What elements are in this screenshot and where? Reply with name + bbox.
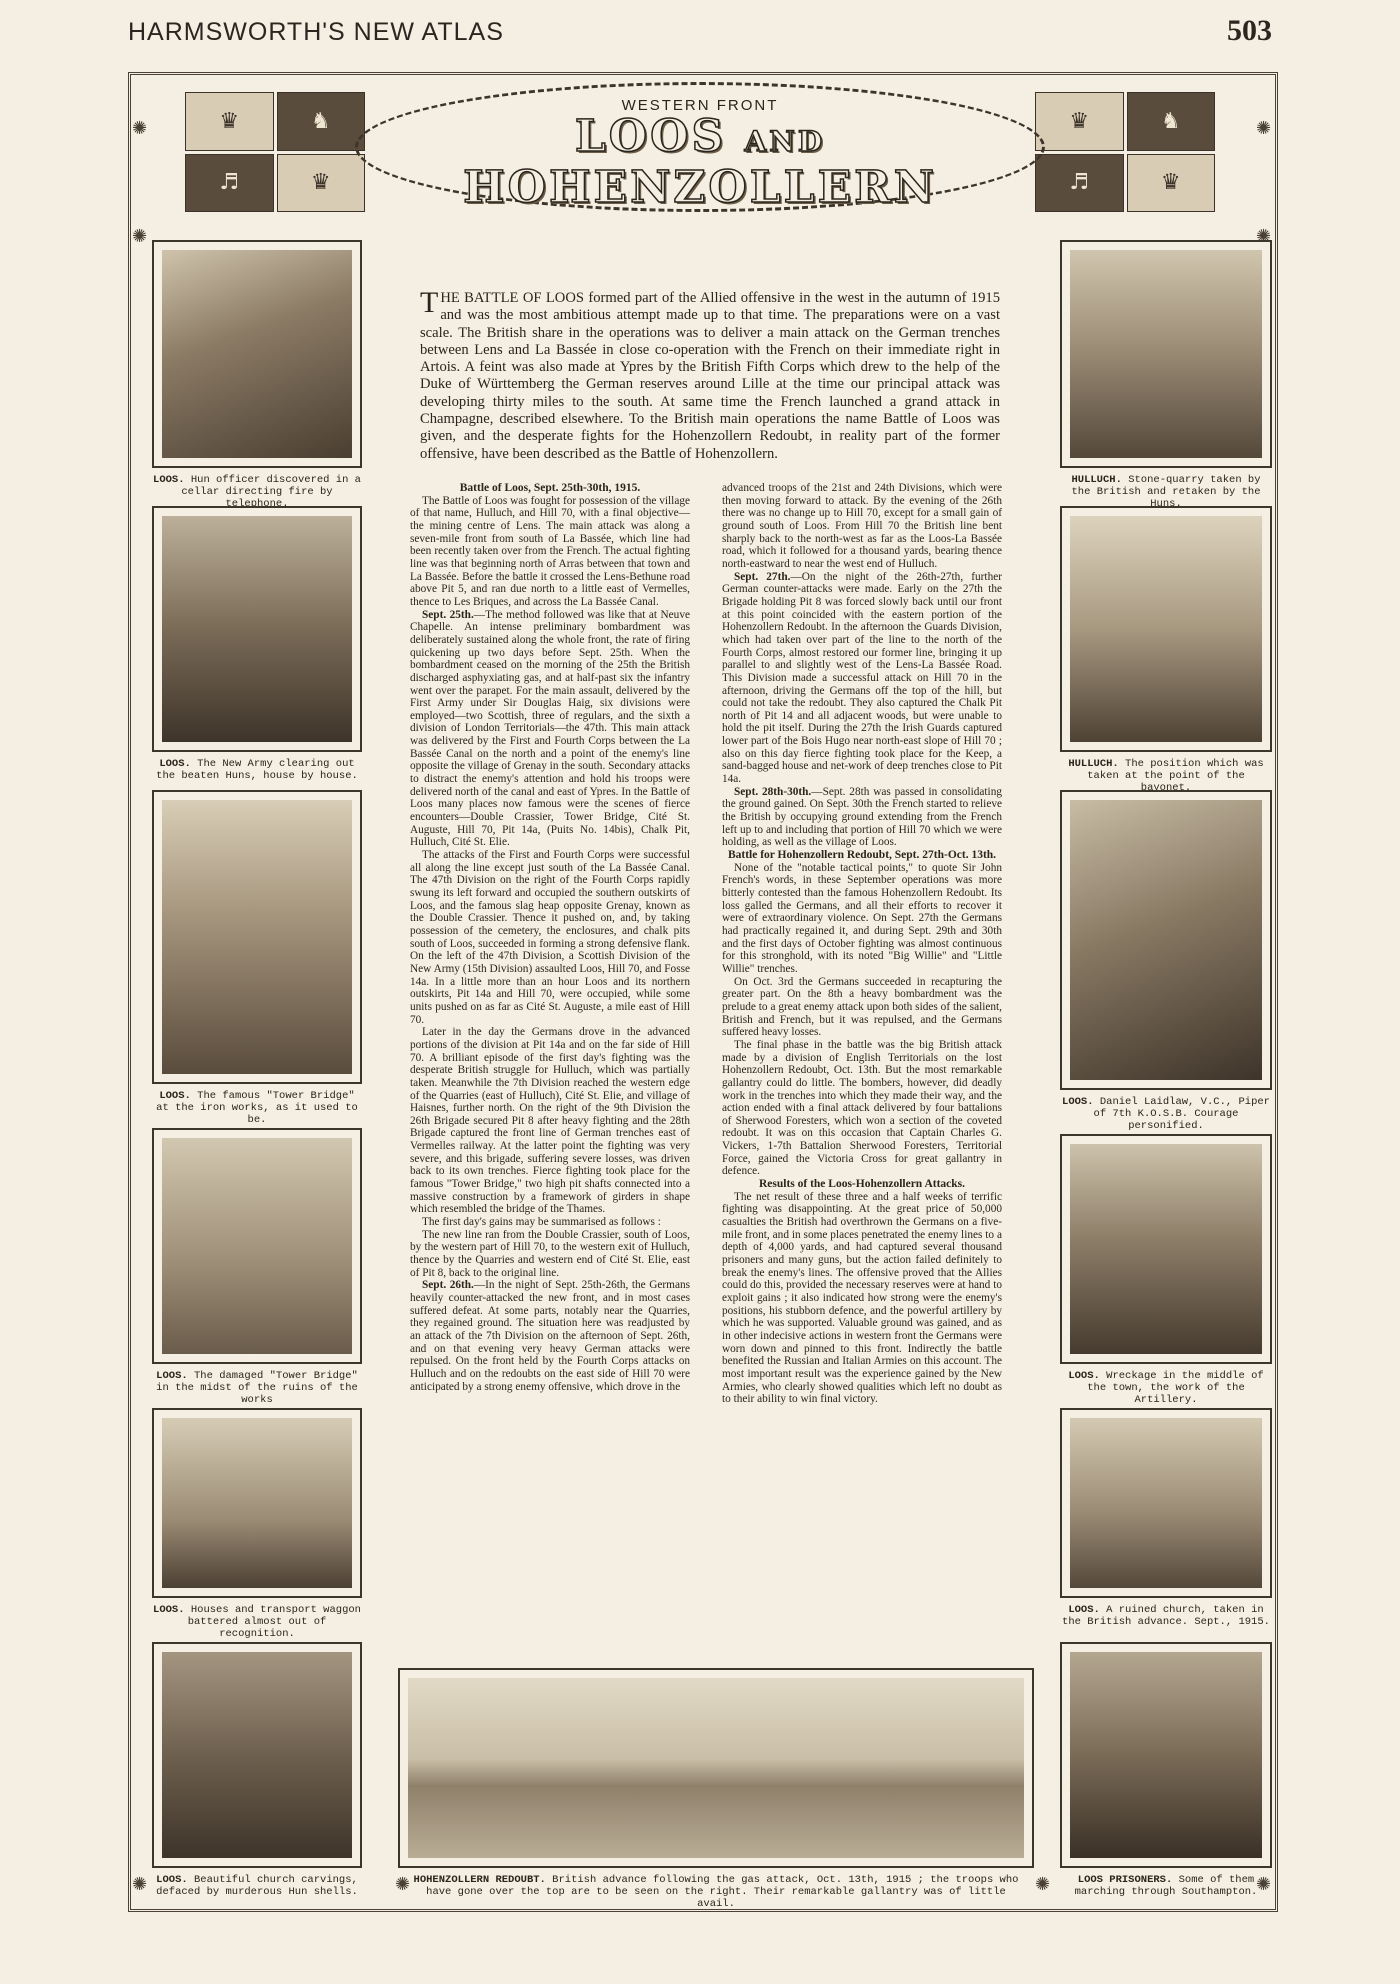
caption-hohenzollern-advance: HOHENZOLLERN REDOUBT. British advance following the gas attack, Oct. 13th, 1915 ; the troops who have gone over the top are to be seen on the right. Their remarkable gallantry was of little avail. <box>413 1874 1019 1910</box>
rosette-icon: ✺ <box>132 118 148 139</box>
paragraph: Sept. 27th.—On the night of the 26th-27th, further German counter-attacks were made. Early on the 27th the Brigade holding Pit 8 was forced slowly back until our front at this point coincided with the eastern portion of the Hohenzollern Redoubt. In the afternoon the Guards Division, which had taken over part of the line to the north of the Fourth Corps, almost restored our former line, bringing it up parallel to and slightly west of the Lens-La Bassée Road. This Division made a successful attack on Hill 70 in the afternoon, driving the Germans off the top of the hill, but could not take the redoubt. They also captured the Chalk Pit north of Pit 14 and all adjacent woods, but were unable to hold the pit itself. During the 27th the Irish Guards captured lower part of the Bois Hugo near north-east slope of Hill 70 ; also on this day fierce fighting took place for the Keep, a sand-bagged house and net-work of deep trenches close to Pit 14a. <box>722 570 1002 786</box>
intro-paragraph: THE BATTLE OF LOOS formed part of the Allied offensive in the west in the autumn of 1915 and was the most ambitious attempt made up to that time. The preparations were on a vast scale. The British share in the operations was to deliver a main attack on the German trenches between Lens and La Bassée in close co-operation with the French on their immediate right in Artois. A feint was also made at Ypres by the British Fifth Corps which drew to the help of the Duke of Württemberg the German reserves around Lille at the time our principal attack was developing thirty miles to the south. At same time the French launched a grand attack in Champagne, described elsewhere. To the British main operations the name Battle of Loos was given, and the desperate fights for the Hohenzollern Redoubt, in reality part of the former offensive, have been described as the Battle of Hohenzollern. <box>420 286 1000 462</box>
paragraph: The new line ran from the Double Crassier, south of Loos, by the western part of Hill 70, to the western exit of Hulluch, thence by the Quarries and western end of Cité St. Elie, east of Pit 8, back to the original line. <box>410 1228 690 1279</box>
caption-tower-bridge: LOOS. The famous "Tower Bridge" at the iron works, as it used to be. <box>156 1090 358 1126</box>
royal-arms-right-icon: ♛ ♞ ♬ ♛ <box>1035 92 1215 212</box>
photo-stone-quarry <box>1060 240 1272 468</box>
paragraph: The attacks of the First and Fourth Corps were successful all along the line except just south of the La Bassée Canal. The 47th Division on the right of the Fourth Corps rapidly swung its left forward and occupied the southern outskirts of Loos, and the famous slag heap opposite Grenay, known as the Double Crassier. Thence it pushed on, and, by taking possession of the cemetery, the enclosures, and chalk pits south of Loos, succeeded in forming a strong defensive flank. On the left of the 47th Division, a Scottish Division of the New Army (15th Division) assaulted Loos, Hill 70, and Fosse 14a. In a little more than an hour Loos and its northern outskirts, Pit 14a and Hill 70, were occupied, while some units pushed on as far as Cité St. Auguste, a mile east of Hill 70. <box>410 849 690 1026</box>
drop-cap: T <box>420 286 439 319</box>
photo-bayonet-position <box>1060 506 1272 752</box>
caption-church-carvings: LOOS. Beautiful church carvings, defaced by murderous Hun shells. <box>156 1874 358 1898</box>
photo-tower-bridge <box>152 790 362 1084</box>
rosette-icon: ✺ <box>1256 1874 1272 1895</box>
caption-prisoners: LOOS PRISONERS. Some of them marching through Southampton. <box>1074 1874 1258 1898</box>
photo-church-carvings <box>152 1642 362 1868</box>
photo-damaged-tower <box>152 1128 362 1364</box>
section-heading: Results of the Loos-Hohenzollern Attacks. <box>758 1178 966 1191</box>
article-column-1 <box>410 482 690 1393</box>
paragraph: The final phase in the battle was the big British attack made by a division of English Territorials on the lost Hohenzollern Redoubt, Oct. 13th. But the most remarkable gallantry could do little. The bombers, however, did deadly work in the trenches into which they made their way, and the action ended with a final attack delivered by four battalions of Sherwood Foresters, which won a section of the coveted redoubt. It was on this occasion that Captain Charles G. Vickers, 1-7th Battalion Sherwood Foresters, Territorial Force, gained the Victoria Cross for great gallantry in defence. <box>722 1038 1002 1178</box>
caption-piper-laidlaw: LOOS. Daniel Laidlaw, V.C., Piper of 7th K.O.S.B. Courage personified. <box>1062 1096 1270 1132</box>
rosette-icon: ✺ <box>1256 118 1272 139</box>
caption-damaged-tower: LOOS. The damaged "Tower Bridge" in the midst of the ruins of the works <box>156 1370 358 1406</box>
paragraph: None of the "notable tactical points," to quote Sir John French's words, in these September operations was more bitterly contested than the famous Hohenzollern Redoubt. Its loss galled the Germans, and all their efforts to recover it were of extraordinary violence. On Sept. 27th the Germans had practically regained it, and during Sept. 29th and 30th and the first days of October fighting was almost continuous for this stronghold, with its noted "Big Willie" and "Little Willie" trenches. <box>722 861 1002 975</box>
section-heading: Battle for Hohenzollern Redoubt, Sept. 27th-Oct. 13th. <box>727 849 997 862</box>
section-kicker: WESTERN FRONT <box>621 97 779 114</box>
caption-bayonet-position: HULLUCH. The position which was taken at the point of the bayonet. <box>1068 758 1264 794</box>
photo-cellar-officer <box>152 240 362 468</box>
page-title-line1: LOOS AND <box>574 111 826 162</box>
rosette-icon: ✺ <box>1256 226 1272 247</box>
paragraph: Sept. 26th.—In the night of Sept. 25th-26th, the Germans heavily counter-attacked the new front, and in most cases suffered defeat. At some parts, notably near the Quarries, they regained ground. The situation here was readjusted by an attack of the 7th Division on the afternoon of Sept. 26th, and on that evening very heavy German attacks were repulsed. On the front held by the Fourth Corps attacks on Hulluch and on the redoubts on the east side of Hill 70 were anticipated by a strong enemy offensive, which drove in the <box>410 1279 691 1393</box>
paragraph: The net result of these three and a half weeks of terrific fighting was disappointing. At the great price of 50,000 casualties the British had overthrown the Germans on a five-mile front, and in some places penetrated the enemy lines to a depth of 4,000 yards, and had captured several thousand prisoners and many guns, but the action failed definitely to break the enemy's lines. The offensive proved that the Allies could do this, provided the necessary reserves were at hand to exploit gains ; it also indicated how strong were the enemy's positions, his stubborn defence, and the powerful artillery by which he was supported. Valuable ground was gained, and as in other indecisive actions in western front the Germans were worn down and pinned to this front. Indirectly the battle benefited the Russian and Italian Armies on this account. The most important result was the experience gained by the New Armies, who clearly showed qualities which left no doubt as to their ability to win final victory. <box>722 1190 1002 1406</box>
running-head: HARMSWORTH'S NEW ATLAS <box>128 18 504 46</box>
photo-prisoners <box>1060 1642 1272 1868</box>
rosette-icon: ✺ <box>132 1874 148 1895</box>
article-column-2 <box>722 482 1002 1406</box>
paragraph: The Battle of Loos was fought for possession of the village of that name, Hulluch, and Hill 70, with a final objective—the mining centre of Lens. The main attack was along a seven-mile front from south of La Bassée, which line had been recently taken over from the French. The actual fighting line was that beginning north of Arras between that town and La Bassée. Before the battle it crossed the Lens-Bethune road above Pit 5, and ran due north to a little east of Vermelles, thence to Les Briques, and across the La Bassée Canal. <box>410 494 690 608</box>
paragraph: Sept. 28th-30th.—Sept. 28th was passed in consolidating the ground gained. On Sept. 30th the French started to relieve the British by occupying ground extending from the French left up to and including that portion of Hill 70 which we were holding, as well as the village of Loos. <box>722 785 1002 849</box>
rosette-icon: ✺ <box>395 1874 411 1895</box>
photo-ruined-church <box>1060 1408 1272 1598</box>
royal-arms-left-icon: ♛ ♞ ♬ ♛ <box>185 92 365 212</box>
photo-piper-laidlaw <box>1060 790 1272 1090</box>
caption-new-army: LOOS. The New Army clearing out the beaten Huns, house by house. <box>156 758 358 782</box>
rosette-icon: ✺ <box>132 226 148 247</box>
paragraph: On Oct. 3rd the Germans succeeded in recapturing the greater part. On the 8th a heavy bombardment was the prelude to a great enemy attack upon both sides of the salient, British and French, but it was repulsed, and the Germans suffered heavy losses. <box>722 975 1002 1039</box>
paragraph: Later in the day the Germans drove in the advanced portions of the division at Pit 14a and on the far side of Hill 70. A brilliant episode of the first day's fighting was the desperate British struggle for Hulluch, which was partially taken. Meanwhile the 7th Division reached the western edge of the Quarries (east of Hulluch), Cité St. Elie, and village of Haisnes, further north. On the right of the 9th Division the 26th Brigade secured Pit 8 after heavy fighting and the 28th Brigade captured the front line of German trenches east of Vermelles railway. At the latter point the fighting was very severe, and this brigade, suffering severe losses, was driven back to its own trenches. Fierce fighting took place for the famous "Tower Bridge," two high pit shafts connected into a massive construction by a framework of girders in shape which resembled the bridge of the Thames. <box>410 1026 690 1216</box>
photo-hohenzollern-advance <box>398 1668 1034 1868</box>
title-cartouche <box>355 82 1045 212</box>
caption-cellar-officer: LOOS. Hun officer discovered in a cellar directing fire by telephone. <box>153 474 361 510</box>
photo-town-wreckage <box>1060 1134 1272 1364</box>
photo-houses-transport <box>152 1408 362 1598</box>
paragraph: advanced troops of the 21st and 24th Divisions, which were then moving forward to attack. By the evening of the 26th there was no change up to Hill 70, except for a small gain of ground south of Loos. From Hill 70 the British line bent sharply back to the north-west as far as the Loos-La Bassée road, which it followed for a thousand yards, bearing thence north-eastward to near the west end of Hulluch. <box>722 482 1002 570</box>
rosette-icon: ✺ <box>1035 1874 1051 1895</box>
paragraph: Sept. 25th.—The method followed was like that at Neuve Chapelle. An intense preliminary bombardment was deliberately sustained along the whole front, the rate of firing quickening up two days before Sept. 25th. When the bombardment ceased on the morning of the 25th the British discharged asphyxiating gas, and at half-past six the infantry went over the parapet. For the main assault, delivered by the First Army under Sir Douglas Haig, six divisions were employed—two Scottish, three of regulars, and the sixth a division of London Territorials—the 47th. This main attack was delivered by the First and Fourth Corps between the La Bassée Canal on the north and a point of the enemy's line opposite the village of Grenay in the south. Secondary attacks to distract the enemy's attention and hold his troops were delivered north of the canal and east of Ypres. In the Battle of Loos many places now famous were the scenes of fierce encounters—Double Crassier, Tower Bridge, Cité St. Auguste, Hill 70, Pit 14a, (Puits No. 14bis), Chalk Pit, Hulluch, Cité St. Elie. <box>410 608 690 849</box>
caption-town-wreckage: LOOS. Wreckage in the middle of the town, the work of the Artillery. <box>1068 1370 1264 1406</box>
page-number: 503 <box>1227 14 1272 47</box>
caption-houses-transport: LOOS. Houses and transport waggon battered almost out of recognition. <box>153 1604 361 1640</box>
photo-new-army <box>152 506 362 752</box>
section-heading: Battle of Loos, Sept. 25th-30th, 1915. <box>459 482 641 494</box>
page-title-line2: HOHENZOLLERN <box>463 162 937 213</box>
paragraph: The first day's gains may be summarised as follows : <box>422 1216 661 1229</box>
caption-ruined-church: LOOS. A ruined church, taken in the British advance. Sept., 1915. <box>1062 1604 1270 1628</box>
caption-stone-quarry: HULLUCH. Stone-quarry taken by the British and retaken by the Huns. <box>1071 474 1261 510</box>
